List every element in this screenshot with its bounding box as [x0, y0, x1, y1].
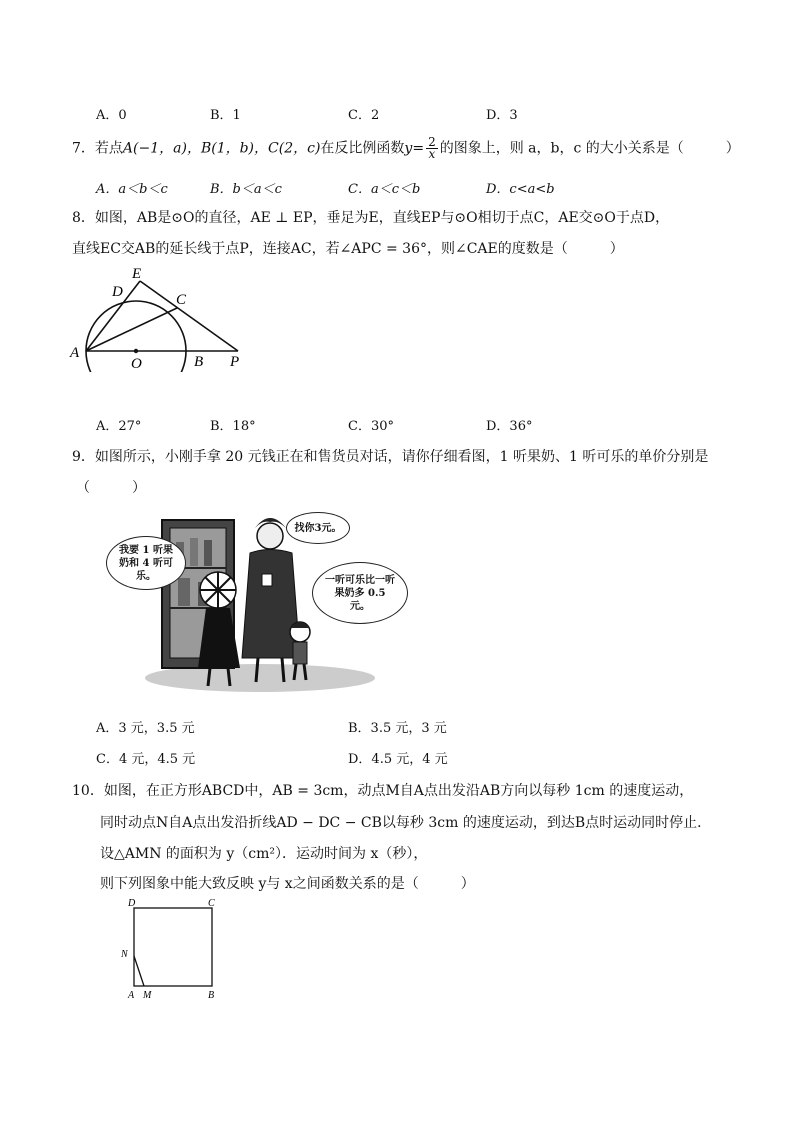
boy-leg-2 [304, 664, 306, 680]
q8-option-a: A．27° [96, 419, 142, 434]
q7-option-c: C．a＜c＜b [348, 182, 421, 197]
q8-label-p: P [230, 354, 240, 370]
q7-fraction-den: x [428, 147, 436, 161]
q7-fraction [426, 137, 438, 160]
q7-fraction-num: 2 [428, 135, 436, 149]
q7-func-eq: = [412, 140, 425, 157]
q7-stem-post: 的图象上，则 a，b，c 的大小关系是（ ） [439, 140, 740, 157]
boy-body [293, 642, 307, 664]
q10-stem-line4: 则下列图象中能大致反映 y与 x之间函数关系的是（ ） [100, 876, 475, 892]
q6-option-a: A．0 [96, 108, 127, 123]
girl-leg-2 [228, 668, 230, 686]
q9-option-c: C．4 元，4.5 元 [96, 752, 196, 767]
q7-option-b: B．b＜a＜c [210, 182, 282, 197]
bubble-top [286, 512, 350, 544]
woman-badge [262, 574, 272, 586]
q7-option-a: A．a＜b＜c [96, 182, 168, 197]
woman-dress [242, 550, 300, 659]
q7-stem-mid: 在反比例函数 [320, 140, 405, 157]
woman-head [257, 523, 283, 549]
q7-stem-pre: 7．若点 [72, 140, 123, 157]
q10-label-n: N [121, 949, 128, 960]
q8-label-e: E [132, 266, 142, 282]
q8-label-o: O [131, 356, 142, 372]
q8-option-d: D．36° [486, 419, 533, 434]
bubble-top-text: 找你3元。 [294, 522, 342, 534]
bottle-3 [204, 540, 212, 566]
bottle-2 [190, 538, 198, 566]
q8-stem-line2: 直线EC交AB的延长线于点P，连接AC，若∠APC = 36°，则∠CAE的度数是（ ） [72, 241, 624, 257]
bubble-right [312, 562, 408, 624]
can-1 [178, 578, 190, 606]
q8-label-d: D [112, 284, 123, 300]
q10-segment-mn [134, 956, 144, 986]
q7-stem [72, 137, 740, 160]
q8-label-a: A [70, 345, 80, 361]
q9-option-d: D．4.5 元，4 元 [348, 752, 448, 767]
q10-square [134, 908, 212, 986]
woman-leg-1 [256, 658, 258, 682]
q8-label-c: C [176, 292, 187, 308]
q6-option-c: C．2 [348, 108, 380, 123]
q8-option-c: C．30° [348, 419, 394, 434]
q10-square-figure [114, 894, 224, 1004]
q8-stem-line1: 8．如图，AB是⊙O的直径，AE ⊥ EP，垂足为E，直线EP与⊙O相切于点C，AE交⊙O于点D， [72, 210, 670, 226]
q10-stem-line1: 10．如图，在正方形ABCD中，AB = 3cm，动点M自A点出发沿AB方向以每秒 1cm 的速度运动， [72, 783, 694, 799]
q9-cartoon [100, 508, 410, 698]
umbrella-stripes [200, 572, 236, 608]
q8-line-ac [86, 308, 177, 351]
q10-label-d: D [128, 898, 136, 909]
q8-line-ep [140, 281, 238, 351]
q10-stem-line3: 设△AMN 的面积为 y（cm²）．运动时间为 x（秒）， [100, 846, 428, 862]
q9-stem-line2: （ ） [76, 480, 146, 496]
q7-func-y: y [404, 140, 413, 157]
bubble-left-text: 我要 1 听果奶和 4 听可乐。 [119, 544, 173, 582]
q10-label-c: C [208, 898, 215, 909]
boy-leg-1 [294, 664, 296, 680]
q6-option-d: D．3 [486, 108, 518, 123]
q7-stem-points: A(−1，a)，B(1，b)，C(2，c) [122, 140, 321, 157]
q7-option-d: D．c<a<b [486, 182, 555, 197]
q10-label-m: M [143, 990, 152, 1001]
woman-leg-2 [282, 658, 284, 682]
q9-stem-line1: 9．如图所示，小刚手拿 20 元钱正在和售货员对话，请你仔细看图，1 听果奶、1 听可乐的单价分别是 [72, 449, 709, 465]
q10-label-a: A [128, 990, 135, 1001]
girl-leg-1 [208, 668, 210, 686]
q9-option-a: A．3 元，3.5 元 [96, 721, 195, 736]
q8-circle-figure [66, 262, 256, 372]
q8-option-b: B．18° [210, 419, 256, 434]
q8-center-dot [134, 349, 138, 353]
q10-stem-line2: 同时动点N自A点出发沿折线AD − DC − CB以每秒 3cm 的速度运动，到达B点时运动同时停止． [100, 815, 712, 831]
bubble-left [106, 536, 186, 590]
q9-option-b: B．3.5 元，3 元 [348, 721, 447, 736]
q8-label-b: B [194, 354, 204, 370]
bubble-right-text: 一听可乐比一听果奶多 0.5 元。 [325, 574, 395, 612]
q6-option-b: B．1 [210, 108, 241, 123]
q10-label-b: B [208, 990, 215, 1001]
